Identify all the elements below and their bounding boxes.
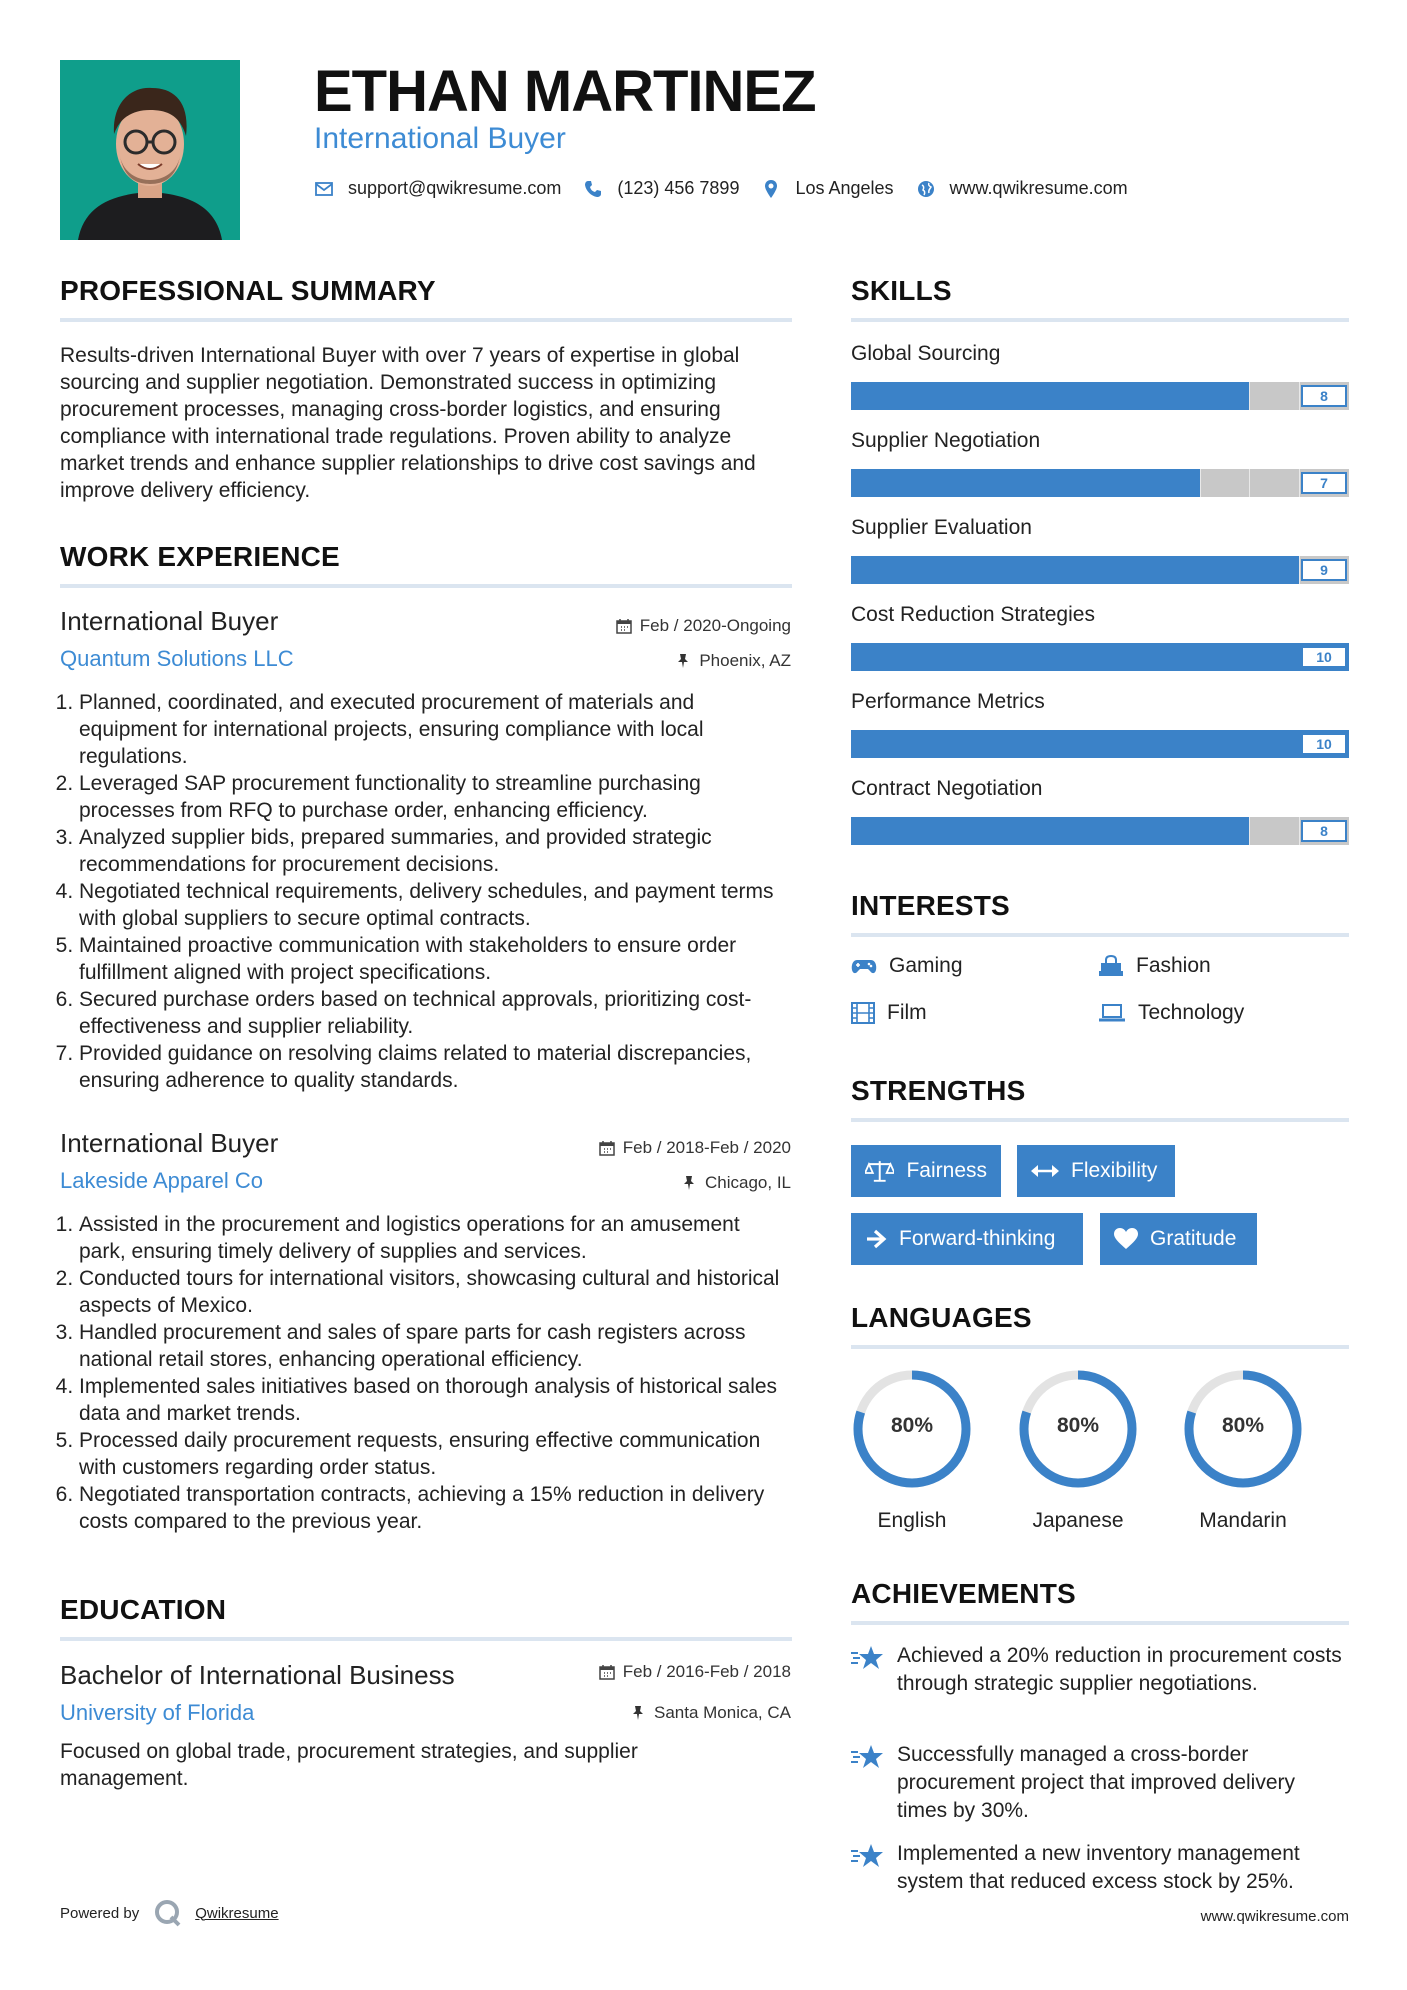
job-2-company: Lakeside Apparel Co (60, 1168, 264, 1193)
skill-score: 9 (1301, 559, 1347, 581)
education-location-text: Santa Monica, CA (653, 1703, 791, 1722)
job-1-location (675, 651, 791, 671)
language-item (1182, 1368, 1304, 1533)
film-icon (851, 1002, 875, 1024)
pin-icon (630, 1705, 646, 1721)
summary-divider (60, 318, 792, 322)
list-item: 6. Negotiated transportation contracts, achieving a 15% reduction in delivery costs compared to the previous year. (79, 1481, 792, 1535)
experience-heading: WORK EXPERIENCE (60, 541, 340, 572)
laptop-icon (1098, 1003, 1126, 1023)
powered-by-text: Powered by (60, 1904, 140, 1922)
achievement-text: Successfully managed a cross-border procurement project that improved delivery times by 30%. (897, 1743, 1296, 1822)
skill-bar-fill (851, 643, 1349, 671)
list-item: 5. Processed daily procurement requests, ensuring effective communication with customers regarding order status. (79, 1427, 792, 1481)
skill-bar-fill (851, 556, 1299, 584)
interests-heading: INTERESTS (851, 890, 1010, 921)
strength-label: Fairness (906, 1159, 987, 1182)
interest-technology (1098, 1001, 1244, 1025)
interests-divider (851, 933, 1349, 937)
list-item: 1. Planned, coordinated, and executed procurement of materials and equipment for international projects, ensuring compliance with local regulations. (79, 689, 792, 770)
bag-icon (1098, 955, 1124, 977)
language-item (1017, 1368, 1139, 1533)
languages-heading: LANGUAGES (851, 1302, 1032, 1333)
skill-score: 8 (1301, 820, 1347, 842)
gamepad-icon (851, 957, 877, 975)
list-item: 3. Analyzed supplier bids, prepared summaries, and provided strategic recommendations for procurement decisions. (79, 824, 792, 878)
education-divider (60, 1637, 792, 1641)
skill-bar (851, 730, 1349, 758)
skill-score: 10 (1301, 733, 1347, 755)
skill-bar-fill (851, 817, 1249, 845)
strength-label: Forward-thinking (899, 1227, 1056, 1250)
strengths-divider (851, 1118, 1349, 1122)
skills-divider (851, 318, 1349, 322)
location-pin-icon (761, 179, 781, 199)
list-item: 4. Implemented sales initiatives based on thorough analysis of historical sales data and market trends. (79, 1373, 792, 1427)
skills-heading: SKILLS (851, 275, 952, 306)
skill-label: Contract Negotiation (851, 777, 1043, 800)
skill-label: Supplier Negotiation (851, 429, 1041, 452)
job-2-title: International Buyer (60, 1128, 279, 1158)
candidate-role: International Buyer (314, 122, 566, 155)
achievements-divider (851, 1621, 1349, 1625)
list-item: 6. Secured purchase orders based on technical approvals, prioritizing cost-effectiveness and supplier reliability. (79, 986, 792, 1040)
globe-icon (916, 179, 936, 199)
skill-bar-tick (1249, 469, 1250, 497)
contact-website[interactable]: www.qwikresume.com (949, 178, 1128, 198)
education-description: Focused on global trade, procurement strategies, and supplier management. (60, 1740, 638, 1790)
job-2-location (681, 1173, 791, 1193)
job-2-location-text: Chicago, IL (705, 1173, 791, 1192)
star-icon (851, 1842, 885, 1870)
phone-icon (583, 179, 603, 199)
list-item: 1. Assisted in the procurement and logistics operations for an amusement park, ensuring timely delivery of supplies and services. (79, 1211, 792, 1265)
brand-link[interactable]: Qwikresume (195, 1904, 279, 1922)
language-percent: 80% (890, 1414, 934, 1437)
job-1-title: International Buyer (60, 606, 279, 636)
experience-divider (60, 584, 792, 588)
skill-score: 7 (1301, 472, 1347, 494)
achievement-text: Achieved a 20% reduction in procurement costs through strategic supplier negotiations. (897, 1644, 1342, 1695)
contact-phone[interactable]: (123) 456 7899 (617, 178, 740, 198)
education-heading: EDUCATION (60, 1594, 227, 1625)
skill-bar (851, 469, 1349, 497)
strength-forward-thinking (851, 1213, 1083, 1265)
skill-bar-fill (851, 469, 1200, 497)
job-2-dates (599, 1138, 791, 1158)
summary-heading: PROFESSIONAL SUMMARY (60, 275, 436, 306)
candidate-name: ETHAN MARTINEZ (314, 59, 816, 124)
scale-icon (865, 1159, 894, 1183)
list-item: 3. Handled procurement and sales of spare parts for cash registers across national retail stores, enhancing operational efficiency. (79, 1319, 792, 1373)
summary-text: Results-driven International Buyer with over 7 years of expertise in global sourcing and supplier negotiation. Demonstrated success in optimizing procurement processes, managing cross-border logistics, and ensuring compliance with international trade regulations. Proven ability to analyze market trends and enhance supplier relationships to drive cost savings and improve delivery efficiency. (60, 344, 756, 502)
calendar-icon (599, 1664, 615, 1680)
pin-icon (681, 1175, 697, 1191)
email-icon (314, 179, 334, 199)
footer-site[interactable]: www.qwikresume.com (1200, 1908, 1349, 1925)
skill-bar-tick (1249, 382, 1250, 410)
calendar-icon (616, 618, 632, 634)
list-item: 7. Provided guidance on resolving claims related to material discrepancies, ensuring adherence to quality standards. (79, 1040, 792, 1094)
job-1-dates (616, 616, 791, 636)
interest-label: Technology (1138, 1001, 1245, 1024)
education-location (630, 1703, 791, 1723)
skill-score: 10 (1301, 646, 1347, 668)
calendar-icon (599, 1140, 615, 1156)
language-name: Japanese (1032, 1509, 1124, 1532)
achievement-1 (851, 1642, 1349, 1698)
qwikresume-logo-icon (153, 1898, 183, 1928)
arrows-horizontal-icon (1031, 1163, 1059, 1179)
interest-label: Gaming (889, 954, 963, 977)
interest-label: Film (887, 1001, 927, 1024)
skill-label: Performance Metrics (851, 690, 1045, 713)
interest-fashion (1098, 954, 1211, 978)
skill-score: 8 (1301, 385, 1347, 407)
job-2-dates-text: Feb / 2018-Feb / 2020 (622, 1138, 791, 1157)
language-name: English (877, 1509, 947, 1532)
achievement-3 (851, 1840, 1349, 1896)
list-item: 4. Negotiated technical requirements, delivery schedules, and payment terms with global suppliers to secure optimal contracts. (79, 878, 792, 932)
list-item: 2. Conducted tours for international visitors, showcasing cultural and historical aspects of Mexico. (79, 1265, 792, 1319)
job-1-company: Quantum Solutions LLC (60, 646, 294, 671)
heart-icon (1114, 1228, 1138, 1250)
skill-bar (851, 643, 1349, 671)
language-item (851, 1368, 973, 1533)
arrow-right-icon (865, 1229, 887, 1249)
education-school: University of Florida (60, 1700, 255, 1725)
pin-icon (675, 653, 691, 669)
education-dates-text: Feb / 2016-Feb / 2018 (622, 1662, 791, 1681)
education-dates (599, 1662, 791, 1682)
skill-bar-fill (851, 730, 1349, 758)
strength-flexibility (1017, 1145, 1175, 1197)
list-item: 2. Leveraged SAP procurement functionality to streamline purchasing processes from RFQ to purchase order, enhancing efficiency. (79, 770, 792, 824)
strength-gratitude (1100, 1213, 1257, 1265)
strength-label: Flexibility (1071, 1159, 1158, 1182)
strength-fairness (851, 1145, 1001, 1197)
skill-bar-tick (1249, 817, 1250, 845)
education-degree: Bachelor of International Business (60, 1660, 455, 1690)
job-1-duties (60, 689, 792, 1094)
skill-bar-fill (851, 382, 1249, 410)
list-item: 5. Maintained proactive communication with stakeholders to ensure order fulfillment aligned with project specifications. (79, 932, 792, 986)
languages-divider (851, 1345, 1349, 1349)
profile-photo (60, 60, 240, 240)
skill-label: Supplier Evaluation (851, 516, 1032, 539)
job-1-dates-text: Feb / 2020-Ongoing (639, 616, 791, 635)
skill-label: Cost Reduction Strategies (851, 603, 1095, 626)
contact-bar (314, 178, 1150, 199)
achievement-text: Implemented a new inventory management system that reduced excess stock by 25%. (897, 1842, 1300, 1893)
achievement-2 (851, 1741, 1349, 1825)
skill-label: Global Sourcing (851, 342, 1001, 365)
contact-location: Los Angeles (795, 178, 894, 198)
interest-film (851, 1001, 927, 1025)
skill-bar (851, 556, 1349, 584)
language-percent: 80% (1221, 1414, 1265, 1437)
avatar-illustration (60, 60, 240, 240)
star-icon (851, 1644, 885, 1672)
skill-bar-tick (1200, 469, 1201, 497)
star-icon (851, 1743, 885, 1771)
skill-bar (851, 817, 1349, 845)
interest-gaming (851, 954, 963, 978)
interest-label: Fashion (1136, 954, 1211, 977)
strengths-heading: STRENGTHS (851, 1075, 1026, 1106)
language-name: Mandarin (1199, 1509, 1287, 1532)
footer-powered (60, 1898, 279, 1928)
job-1-location-text: Phoenix, AZ (699, 651, 791, 670)
language-percent: 80% (1056, 1414, 1100, 1437)
job-2-duties (60, 1211, 792, 1535)
strength-label: Gratitude (1150, 1227, 1237, 1250)
achievements-heading: ACHIEVEMENTS (851, 1578, 1076, 1609)
contact-email[interactable]: support@qwikresume.com (348, 178, 562, 198)
skill-bar (851, 382, 1349, 410)
